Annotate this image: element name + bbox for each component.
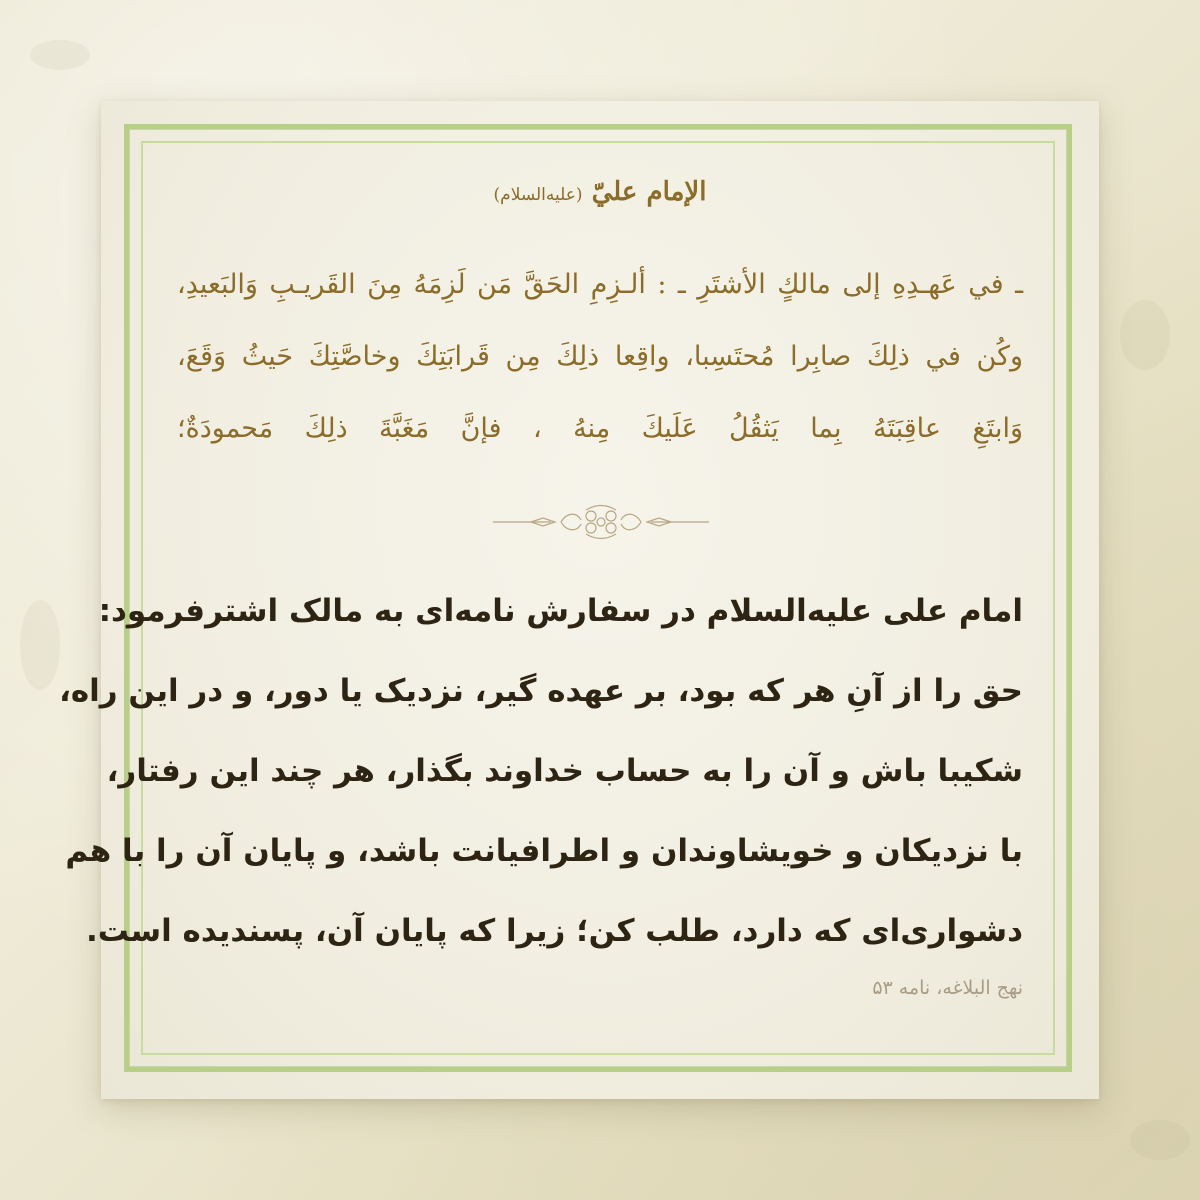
arabic-quote-line: ـ في عَهـدِهِ إلى مالكٍ الأشتَرِ ـ : ألـزِمِ الحَقَّ مَن لَزِمَهُ مِنَ القَريـبِ وَالبَعيدِ، bbox=[177, 269, 1023, 300]
background-texture bbox=[30, 40, 90, 70]
background-texture bbox=[20, 600, 60, 690]
heading-honorific: (عليه‌السلام) bbox=[493, 185, 583, 205]
persian-translation-line: حق را از آنِ هر که بود، بر عهده گیر، نزدیک یا دور، و در این راه، bbox=[59, 673, 1023, 709]
persian-translation-line: دشواری‌ای که دارد، طلب کن؛ زیرا که پایان آن، پسندیده است. bbox=[86, 913, 1023, 949]
heading bbox=[101, 177, 1099, 207]
arabic-quote-line: وكُن في ذلِكَ صابِرا مُحتَسِبا، واقِعا ذلِكَ مِن قَرابَتِكَ وخاصَّتِكَ حَيثُ وَقَعَ، bbox=[177, 341, 1023, 372]
persian-translation-line: امام على عليه‌السلام در سفارش نامه‌ای به مالک اشترفرمود: bbox=[98, 593, 1023, 629]
background-texture bbox=[1120, 300, 1170, 370]
ornament-divider-icon bbox=[491, 502, 711, 542]
persian-translation-line: با نزدیکان و خویشاوندان و اطرافیانت باشد، و پایان آن را با هم bbox=[65, 833, 1023, 869]
quote-card bbox=[59, 101, 1099, 1099]
persian-translation bbox=[59, 571, 1023, 971]
heading-title: الإمام عليّ bbox=[591, 177, 707, 207]
arabic-quote-line: وَابتَغِ عاقِبَتَهُ بِما يَثقُلُ عَلَيكَ مِنهُ ، فإنَّ مَغَبَّةَ ذلِكَ مَحمودَةٌ؛ bbox=[177, 413, 1023, 444]
background-texture bbox=[1130, 1120, 1190, 1160]
persian-translation-line: شکیبا باش و آن را به حساب خداوند بگذار، هر چند این رفتار، bbox=[106, 753, 1023, 789]
source-citation: نهج البلاغه، نامه ۵۳ bbox=[872, 977, 1023, 999]
arabic-quote bbox=[177, 249, 1023, 465]
